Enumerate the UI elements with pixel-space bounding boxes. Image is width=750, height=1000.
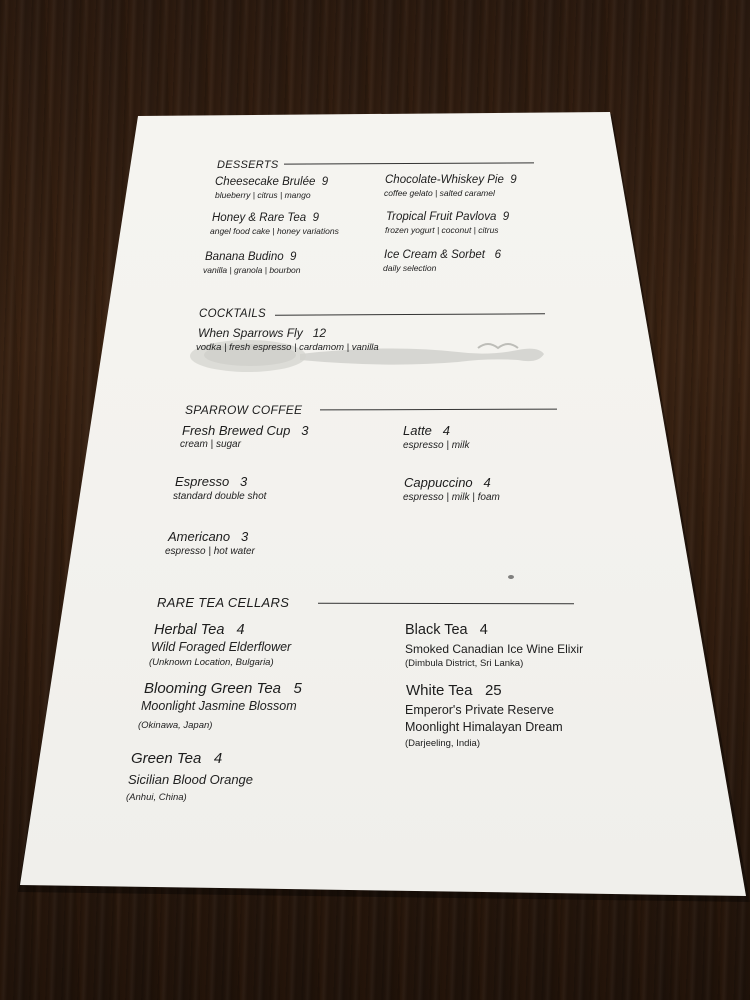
menu-item [406,682,502,699]
item-name: When Sparrows Fly [198,326,303,340]
item-name: Black Tea [405,622,468,638]
item-description-2: Moonlight Himalayan Dream [405,720,563,734]
item-price: 6 [494,249,501,261]
item-price: 5 [293,680,302,697]
item-price: 9 [502,211,510,223]
item-description: vanilla | granola | bourbon [203,265,301,275]
item-origin: (Unknown Location, Bulgaria) [149,657,274,668]
item-name: Herbal Tea [154,622,225,638]
item-description: daily selection [383,263,437,273]
item-origin: (Dimbula District, Sri Lanka) [405,658,524,669]
item-price: 4 [236,622,245,638]
menu-item [205,251,296,263]
item-price: 4 [483,475,491,490]
item-description: frozen yogurt | coconut | citrus [385,225,499,235]
menu-item [403,423,450,438]
item-name: Americano [168,529,231,544]
menu-item [198,326,326,340]
item-description: espresso | milk [403,440,470,451]
menu-item [182,423,308,438]
item-name: Ice Cream & Sorbet [384,249,485,261]
item-price: 3 [301,423,309,438]
item-price: 3 [240,474,248,489]
item-price: 9 [321,176,329,188]
menu-item [404,475,491,490]
menu-item [175,474,247,489]
item-name: Tropical Fruit Pavlova [386,211,497,223]
menu-item [386,211,509,223]
item-price: 9 [312,212,319,224]
menu-item [168,529,248,544]
menu-item [385,174,517,186]
item-price: 3 [240,529,249,544]
item-name: Banana Budino [205,251,284,263]
item-name: Cappuccino [404,475,473,490]
item-price: 4 [479,622,488,638]
item-description: vodka | fresh espresso | cardamom | vanilla [196,342,379,353]
section-heading-coffee: SPARROW COFFEE [185,403,303,417]
item-price: 9 [510,174,517,186]
item-name: Fresh Brewed Cup [182,423,291,438]
item-description: Emperor's Private Reserve [405,703,554,717]
item-name: White Tea [406,682,473,699]
item-name: Cheesecake Brulée [215,176,316,188]
item-origin: (Anhui, China) [126,792,187,803]
item-description: espresso | hot water [165,546,255,557]
item-price: 4 [213,750,223,767]
item-price: 25 [484,682,502,699]
item-description: Smoked Canadian Ice Wine Elixir [405,642,584,656]
menu-item [154,622,245,638]
item-description: blueberry | citrus | mango [215,190,311,200]
item-name: Blooming Green Tea [144,680,282,697]
item-description: cream | sugar [180,439,241,450]
item-name: Honey & Rare Tea [212,212,307,224]
item-price: 9 [290,251,297,263]
item-description: Sicilian Blood Orange [128,772,254,787]
section-heading-desserts: DESSERTS [217,159,279,171]
item-origin: (Darjeeling, India) [405,738,480,749]
menu-item [131,750,222,767]
item-description: standard double shot [173,491,267,502]
menu-item [405,622,488,638]
menu-item [215,176,328,188]
section-heading-cocktails: COCKTAILS [199,308,267,320]
menu-item [212,212,319,224]
item-description: espresso | milk | foam [403,492,500,503]
item-description: Wild Foraged Elderflower [151,640,292,654]
item-description: angel food cake | honey variations [210,226,339,236]
item-description: coffee gelato | salted caramel [384,188,495,198]
menu-item [144,680,302,697]
item-price: 12 [312,326,327,340]
item-name: Latte [403,423,432,438]
item-name: Chocolate-Whiskey Pie [385,174,504,186]
paper-mark [508,575,514,579]
item-origin: (Okinawa, Japan) [138,720,213,731]
item-name: Espresso [175,474,230,489]
item-description: Moonlight Jasmine Blossom [141,699,297,713]
item-name: Green Tea [131,750,202,767]
section-heading-tea: RARE TEA CELLARS [157,595,290,610]
menu-item [384,249,501,261]
item-price: 4 [442,423,450,438]
